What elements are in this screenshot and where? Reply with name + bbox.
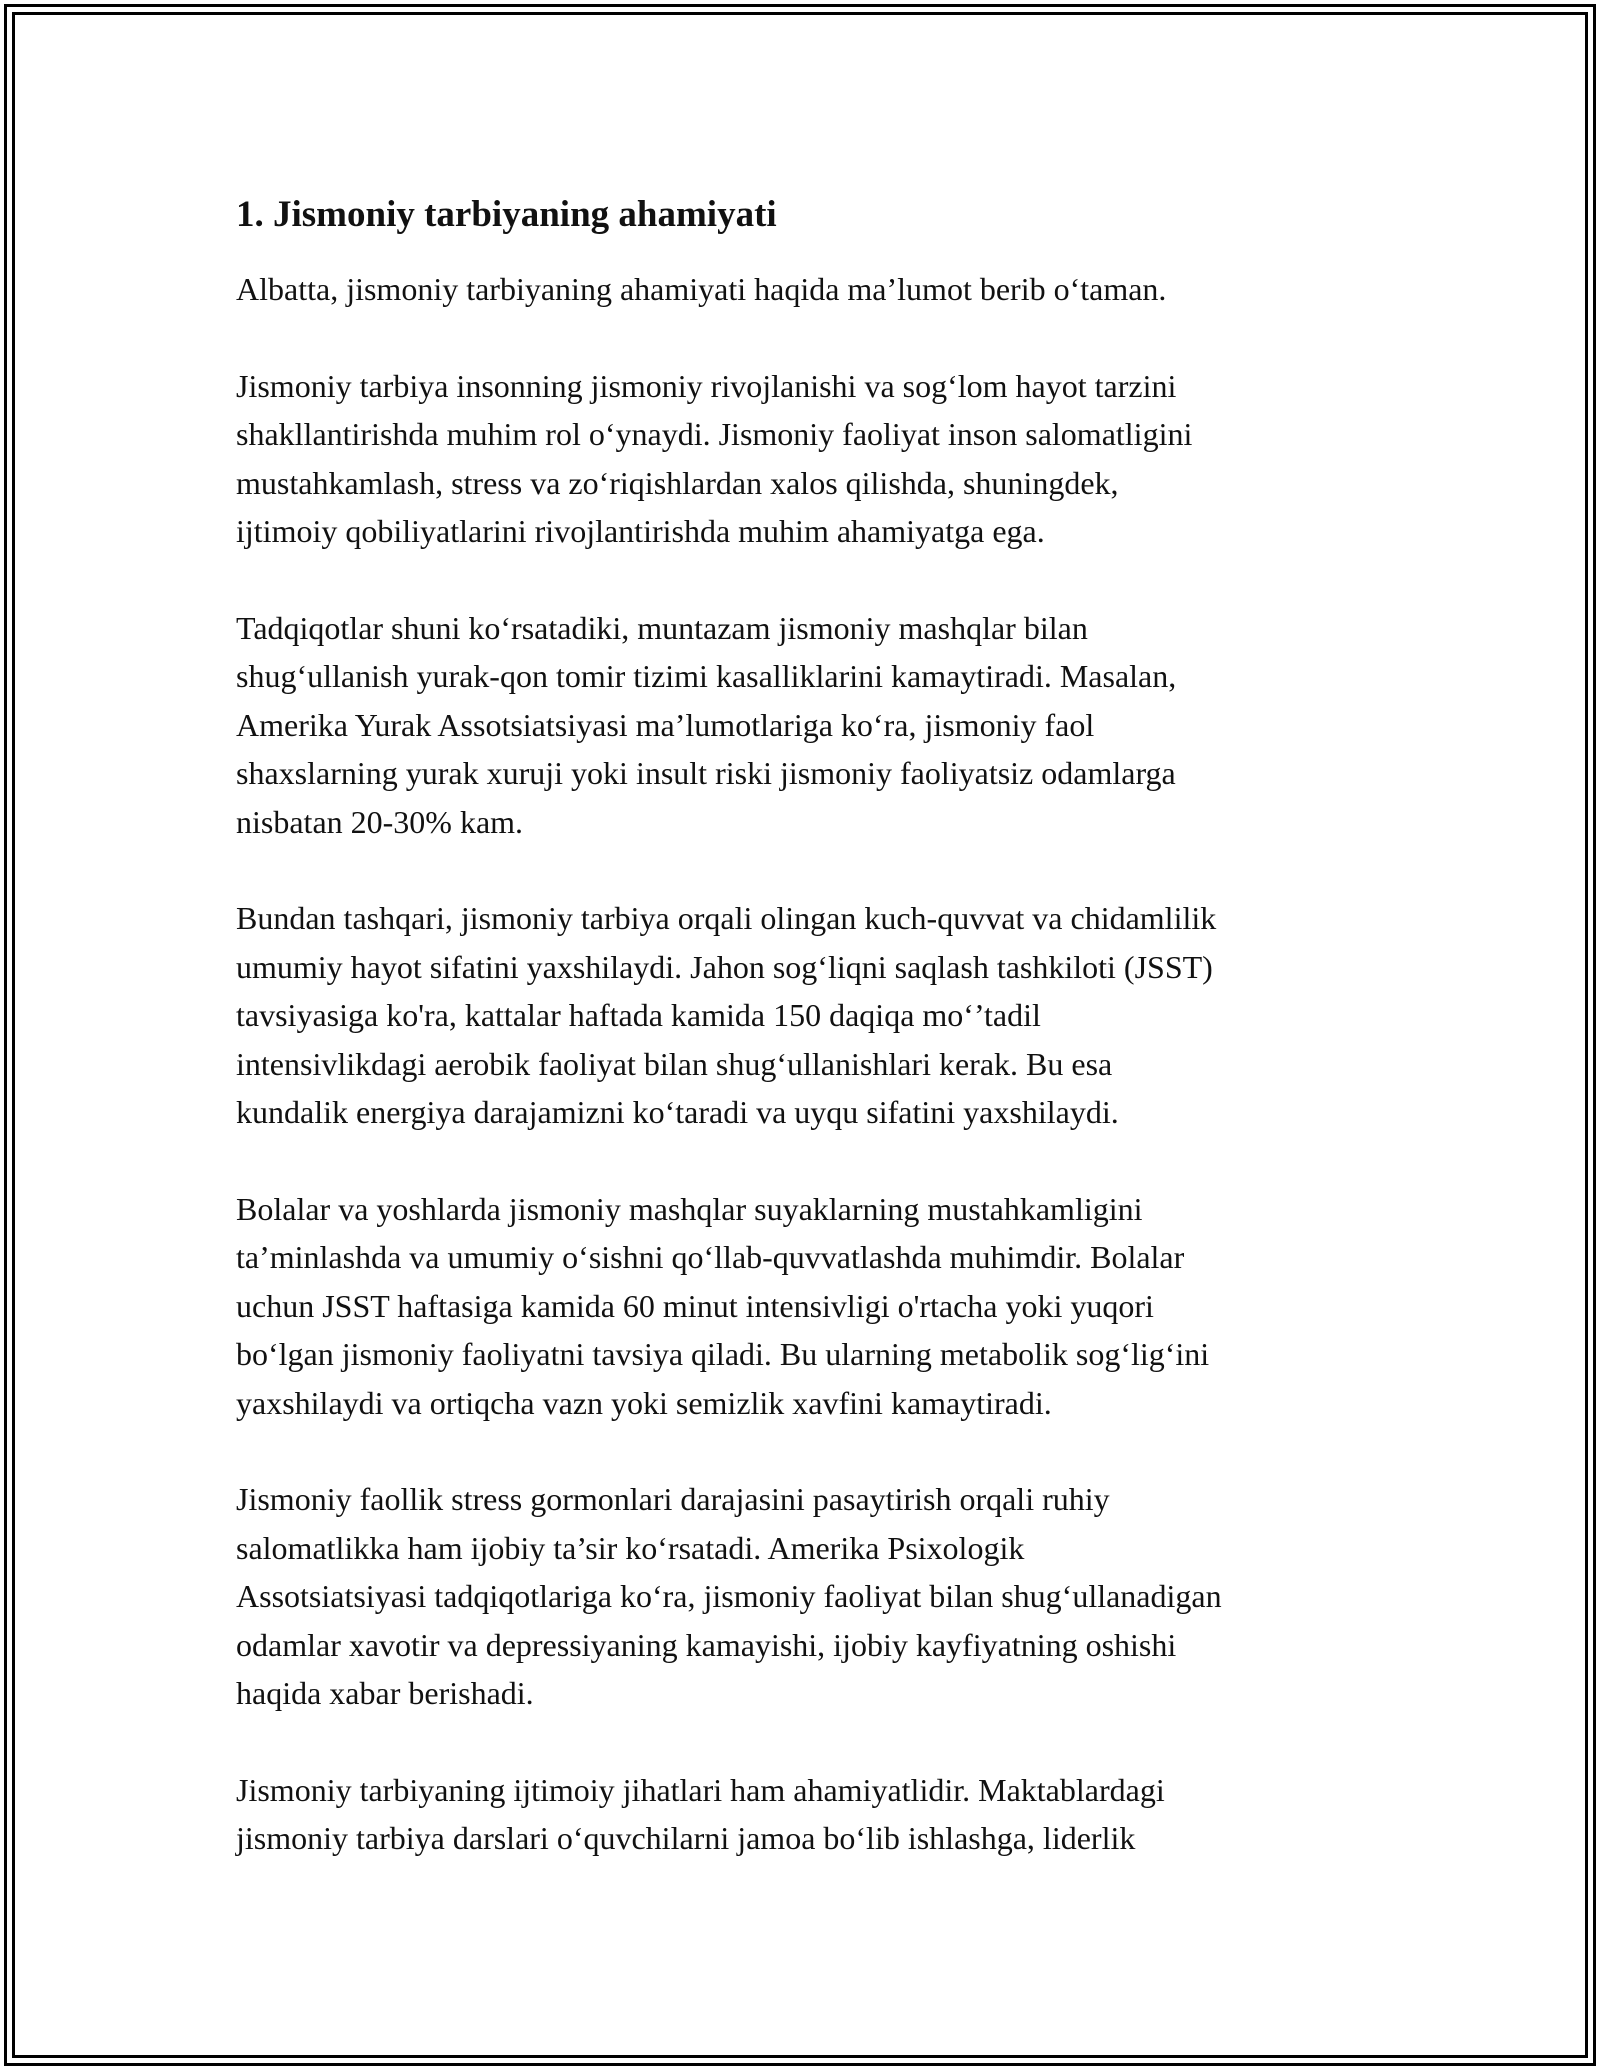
text-line: yaxshilaydi va ortiqcha vazn yoki semizlik xavfini kamaytiradi. bbox=[236, 1384, 1052, 1421]
text-line: intensivlikdagi aerobik faoliyat bilan shug‘ullanishlari kerak. Bu esa bbox=[236, 1045, 1113, 1082]
paragraph-children bbox=[236, 1185, 1396, 1428]
text-line: Assotsiatsiyasi tadqiqotlariga ko‘ra, jismoniy faoliyat bilan shug‘ullanadigan bbox=[236, 1578, 1222, 1614]
document-body bbox=[236, 185, 1396, 1911]
text-line: shaxslarning yurak xuruji yoki insult riski jismoniy faoliyatsiz odamlarga bbox=[236, 755, 1176, 791]
text-line: shug‘ullanish yurak-qon tomir tizimi kasalliklarini kamaytiradi. Masalan, bbox=[236, 658, 1177, 694]
text-line: jismoniy tarbiya darslari o‘quvchilarni jamoa bo‘lib ishlashga, liderlik bbox=[236, 1820, 1136, 1856]
text-line: shakllantirishda muhim rol o‘ynaydi. Jismoniy faoliyat inson salomatligini bbox=[236, 416, 1193, 452]
text-line: bo‘lgan jismoniy faoliyatni tavsiya qiladi. Bu ularning metabolik sog‘lig‘ini bbox=[236, 1336, 1210, 1372]
text-line: Tadqiqotlar shuni ko‘rsatadiki, muntazam jismoniy mashqlar bilan bbox=[236, 609, 1088, 646]
section-heading: 1. Jismoniy tarbiyaning ahamiyati bbox=[236, 194, 777, 235]
text-line: nisbatan 20-30% kam. bbox=[236, 803, 524, 840]
text-line: umumiy hayot sifatini yaxshilaydi. Jahon sog‘liqni saqlash tashkiloti (JSST) bbox=[236, 948, 1213, 985]
paragraph-intro bbox=[236, 265, 1396, 314]
paragraph-physical-development bbox=[236, 362, 1396, 556]
text-line: uchun JSST haftasiga kamida 60 minut intensivligi o'rtacha yoki yuqori bbox=[236, 1287, 1154, 1324]
paragraph-who-recommendations bbox=[236, 894, 1396, 1137]
text-line: Jismoniy tarbiyaning ijtimoiy jihatlari ham ahamiyatlidir. Maktablardagi bbox=[236, 1771, 1165, 1808]
text-line: salomatlikka ham ijobiy ta’sir ko‘rsatadi. Amerika Psixologik bbox=[236, 1529, 1025, 1566]
text-line: Jismoniy tarbiya insonning jismoniy rivojlanishi va sog‘lom hayot tarzini bbox=[236, 367, 1177, 404]
paragraph-research bbox=[236, 604, 1396, 847]
text-line: ta’minlashda va umumiy o‘sishni qo‘llab-quvvatlashda muhimdir. Bolalar bbox=[236, 1239, 1185, 1275]
text-line: Jismoniy faollik stress gormonlari darajasini pasaytirish orqali ruhiy bbox=[236, 1481, 1110, 1517]
text-line: mustahkamlash, stress va zo‘riqishlardan xalos qilishda, shuningdek, bbox=[236, 464, 1119, 501]
text-line: Amerika Yurak Assotsiatsiyasi ma’lumotlariga ko‘ra, jismoniy faol bbox=[236, 706, 1095, 743]
text-line: odamlar xavotir va depressiyaning kamayishi, ijobiy kayfiyatning oshishi bbox=[236, 1626, 1177, 1663]
text-line: Bolalar va yoshlarda jismoniy mashqlar suyaklarning mustahkamligini bbox=[236, 1190, 1143, 1227]
text-line: ijtimoiy qobiliyatlarini rivojlantirishda muhim ahamiyatga ega. bbox=[236, 513, 1045, 549]
paragraph-mental-health bbox=[236, 1475, 1396, 1718]
paragraph-social-aspects bbox=[236, 1766, 1396, 1863]
text-line: Bundan tashqari, jismoniy tarbiya orqali olingan kuch-quvvat va chidamlilik bbox=[236, 900, 1217, 936]
text-line: Albatta, jismoniy tarbiyaning ahamiyati haqida ma’lumot berib o‘taman. bbox=[236, 271, 1167, 307]
text-line: haqida xabar berishadi. bbox=[236, 1675, 534, 1711]
text-line: kundalik energiya darajamizni ko‘taradi va uyqu sifatini yaxshilaydi. bbox=[236, 1094, 1119, 1130]
text-line: tavsiyasiga ko'ra, kattalar haftada kamida 150 daqiqa mo‘’tadil bbox=[236, 997, 1041, 1033]
